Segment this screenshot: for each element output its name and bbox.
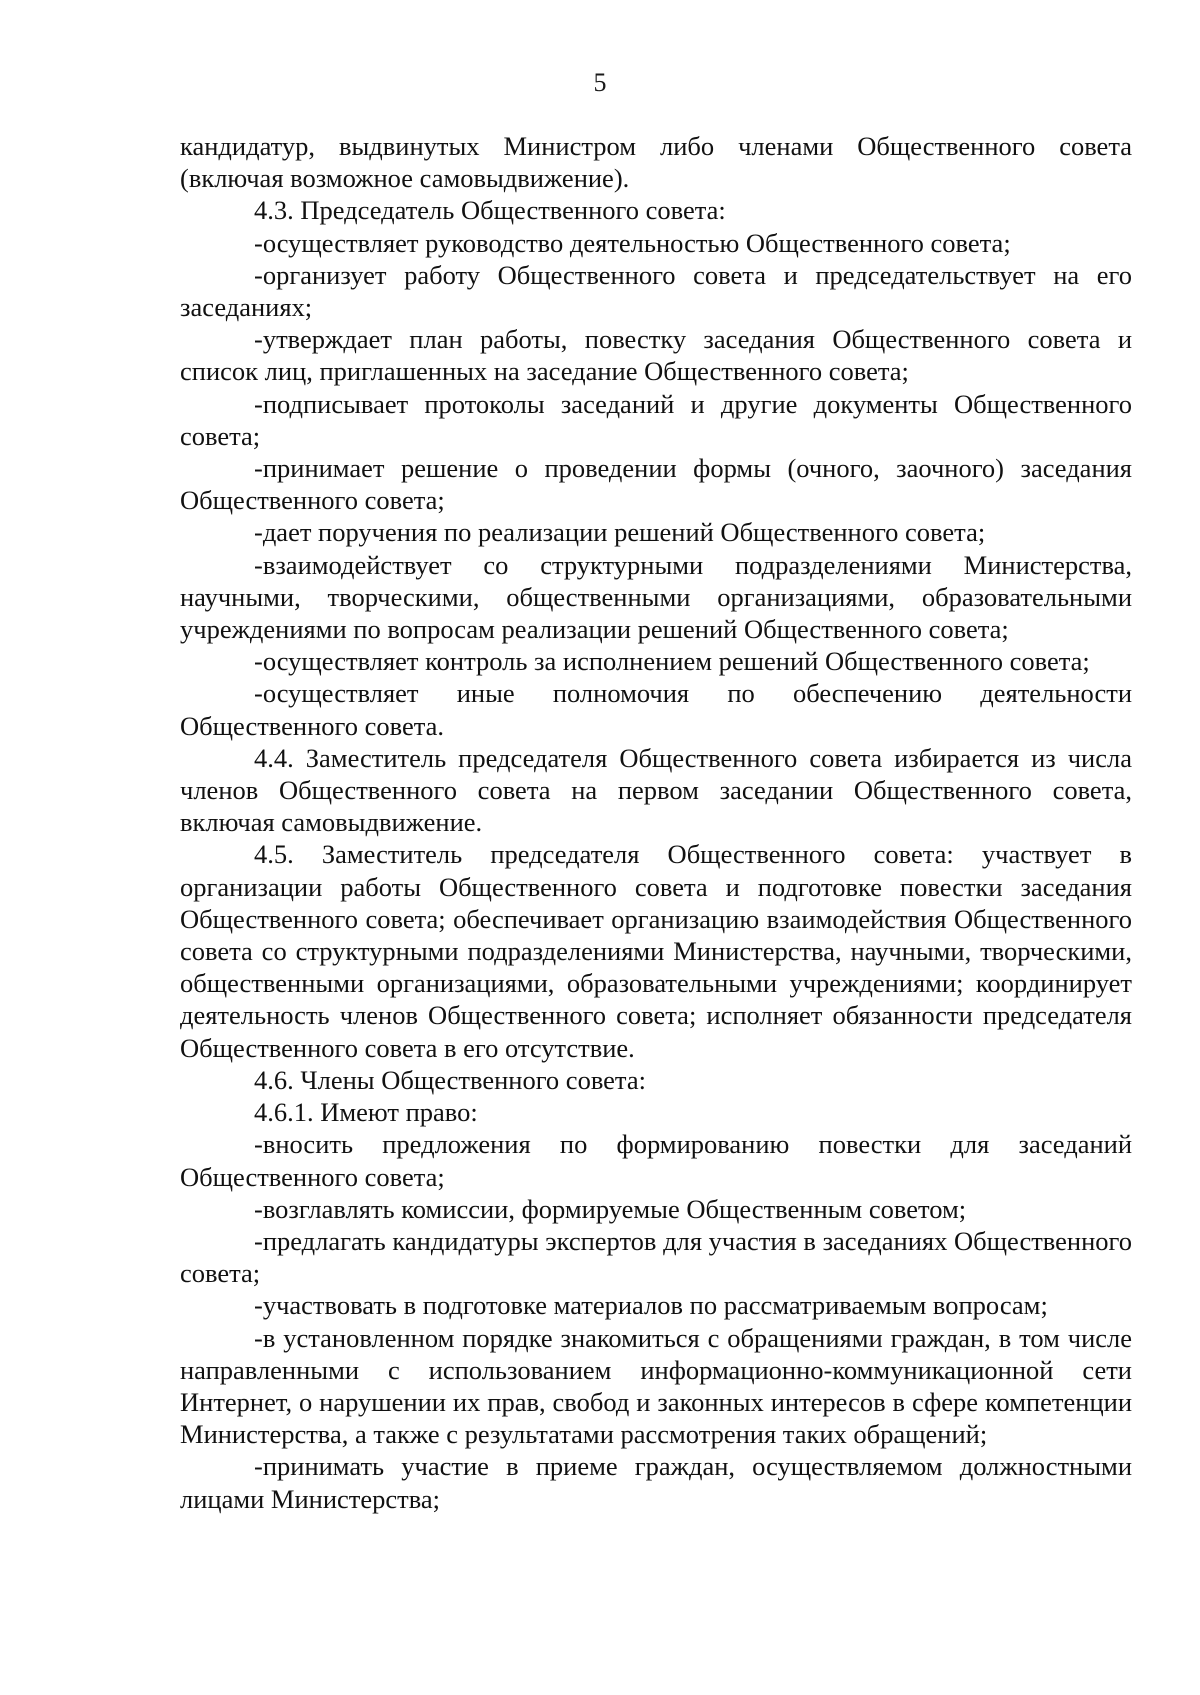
paragraph-4-6-1-heading: 4.6.1. Имеют право: [254,1097,478,1128]
list-item: -принимает решение о проведении формы (очного, заочного) заседания Общественного совета; [180,453,1132,516]
paragraph-4-5: 4.5. Заместитель председателя Общественного совета: участвует в организации работы Общественного совета и подготовке повестки заседания Общественного совета; обеспечивает организацию взаимодействия Общественного совета со структурными подразделениями Министерства, научными, творческими, общественными организациями, образовательными учреждениями; координирует деятельность членов Общественного совета; исполняет обязанности председателя Общественного совета в его отсутствие. [180,839,1132,1063]
list-item: -участвовать в подготовке материалов по рассматриваемым вопросам; [254,1290,1048,1321]
list-item: -организует работу Общественного совета и председательствует на его заседаниях; [180,259,1132,323]
list-item: -подписывает протоколы заседаний и другие документы Общественного совета; [180,388,1132,451]
list-item: -возглавлять комиссии, формируемые Общественным советом; [254,1193,967,1224]
list-item: -утверждает план работы, повестку заседания Общественного совета и список лиц, приглашенных на заседание Общественного совета; [180,324,1132,387]
list-item: -предлагать кандидатуры экспертов для участия в заседаниях Общественного совета; [180,1225,1132,1289]
list-item: -в установленном порядке знакомиться с обращениями граждан, в том числе направленными с использованием информационно-коммуникационной сети Интернет, о нарушении их прав, свобод и законных интересов в сфере компетенции Министерства, а также с результатами рассмотрения таких обращений; [180,1322,1132,1450]
paragraph-continuation: кандидатур, выдвинутых Министром либо членами Общественного совета (включая возможное самовыдвижение). [180,131,1132,194]
paragraph-4-4: 4.4. Заместитель председателя Общественного совета избирается из числа членов Общественного совета на первом заседании Общественного совета, включая самовыдвижение. [180,742,1132,838]
paragraph-4-3-heading: 4.3. Председатель Общественного совета: [254,195,726,226]
paragraph-4-6-heading: 4.6. Члены Общественного совета: [254,1064,646,1095]
list-item: -взаимодействует со структурными подразделениями Министерства, научными, творческими, общественными организациями, образовательными учреждениями по вопросам реализации решений Общественного совета; [180,549,1132,645]
list-item: -вносить предложения по формированию повестки для заседаний Общественного совета; [180,1129,1132,1192]
document-body [180,130,1132,1515]
list-item: -осуществляет руководство деятельностью Общественного совета; [254,227,1011,258]
list-item: -дает поручения по реализации решений Общественного совета; [254,517,986,548]
list-item: -осуществляет контроль за исполнением решений Общественного совета; [254,646,1090,677]
list-item: -осуществляет иные полномочия по обеспечению деятельности Общественного совета. [180,678,1132,741]
page-number: 5 [593,68,607,97]
list-item: -принимать участие в приеме граждан, осуществляемом должностными лицами Министерства; [180,1451,1132,1514]
